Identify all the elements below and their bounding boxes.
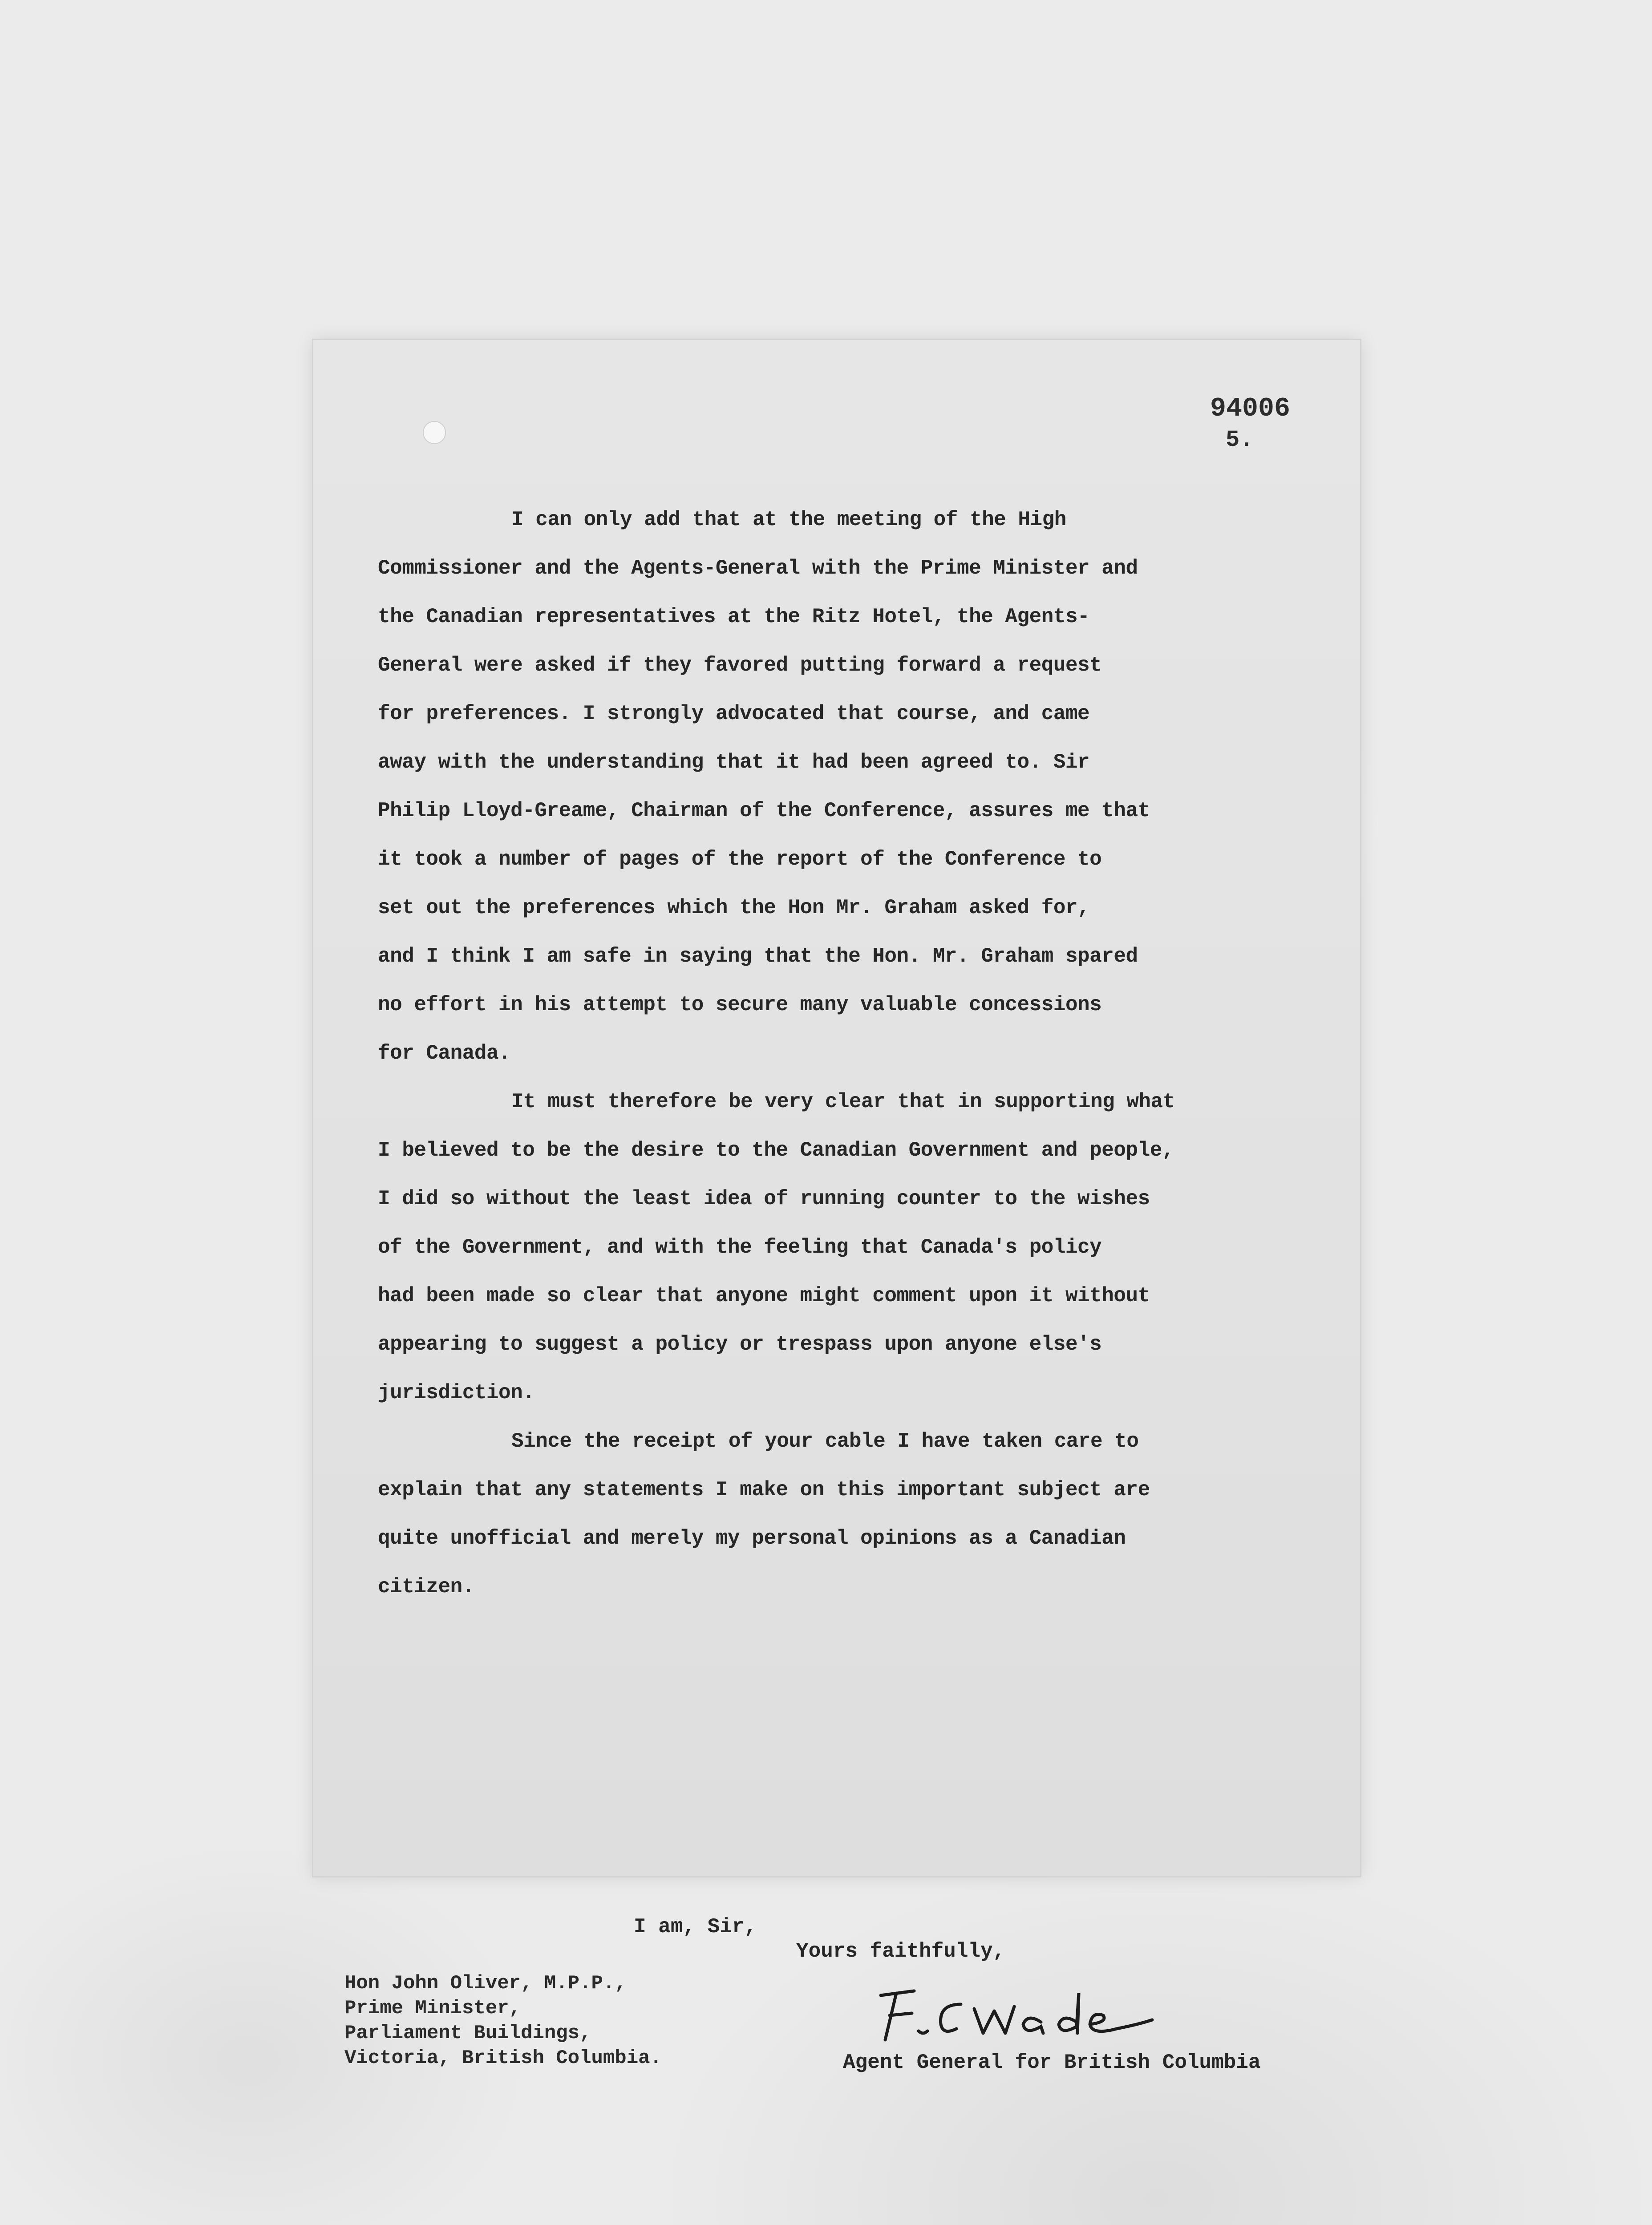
paragraph-2: It must therefore be very clear that in supporting what I believed to be the desire to the Canadian Government and people, I did so without the least idea of running counter to the wishes of the Government, and with the feeling that Canada's policy had been made so clear that anyone might comment upon it without appearing to suggest a policy or trespass upon anyone else's jurisdiction. <box>378 1090 1175 1404</box>
recipient-line: Victoria, British Columbia. <box>344 2047 662 2069</box>
signer-title: Agent General for British Columbia <box>843 2051 1261 2074</box>
paragraph-1: I can only add that at the meeting of the High Commissioner and the Agents-General with the Prime Minister and the Canadian representatives at the Ritz Hotel, the Agents- General were asked if they favored putting forward a request for preferences. I strongly advocated that course, and came away with the understanding that it had been agreed to. Sir Philip Lloyd-Greame, Chairman of the Conference, assures me that it took a number of pages of the report of the Conference to set out the preferences which the Hon Mr. Graham asked for, and I think I am safe in saying that the Hon. Mr. Graham spared no effort in his attempt to secure many valuable concessions for Canada. <box>378 508 1150 1065</box>
recipient-address <box>344 1971 662 2071</box>
document-number: 94006 <box>1210 394 1291 424</box>
handwritten-signature <box>872 1978 1161 2049</box>
paragraph-3: Since the receipt of your cable I have taken care to explain that any statements I make on this important subject are quite unofficial and merely my personal opinions as a Canadian citizen. <box>378 1430 1150 1598</box>
page-number: 5. <box>1226 427 1254 453</box>
letter-page <box>313 340 1360 2074</box>
recipient-line: Prime Minister, <box>344 1997 521 2019</box>
recipient-line: Parliament Buildings, <box>344 2022 591 2044</box>
letter-body <box>378 496 1335 1611</box>
valediction: Yours faithfully, <box>796 1940 1005 1963</box>
recipient-line: Hon John Oliver, M.P.P., <box>344 1972 627 1994</box>
closing-line: I am, Sir, <box>634 1915 757 1938</box>
punch-hole <box>423 421 446 444</box>
